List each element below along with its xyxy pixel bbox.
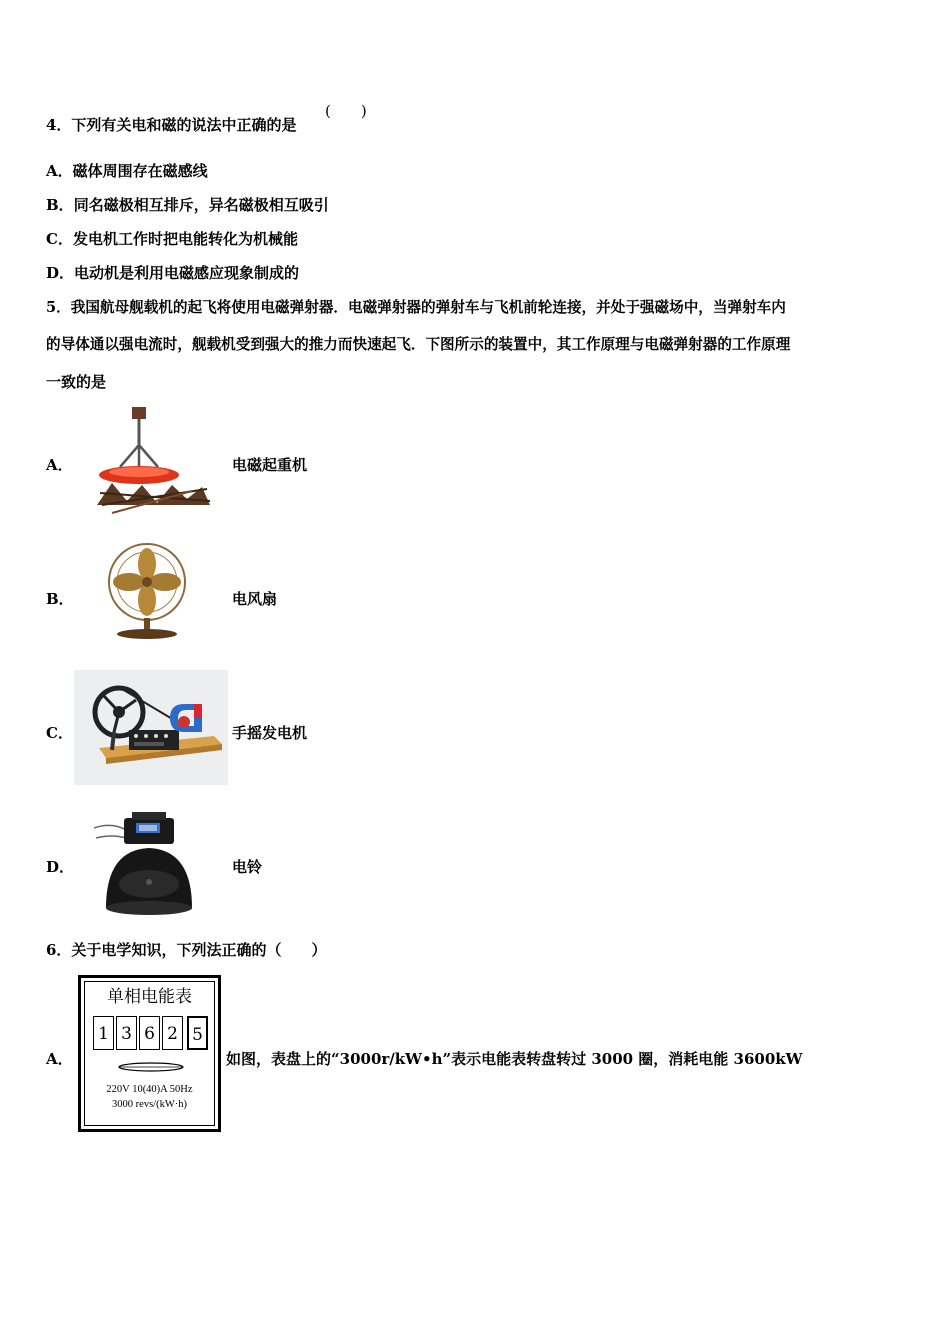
- option-letter: D．: [46, 264, 75, 282]
- option-text: 电动机是利用电磁感应现象制成的: [74, 264, 300, 282]
- option-text: 发电机工作时把电能转化为机械能: [72, 230, 298, 248]
- q5-option-b-letter: B．: [46, 590, 74, 608]
- q5-stem-line2: 的导体通以强电流时，舰载机受到强大的推力而快速起飞．下图所示的装置中，其工作原理与电磁弹射器的工作原理: [46, 336, 791, 353]
- option-letter: C．: [46, 230, 73, 248]
- q5-stem-line3: 一致的是: [46, 373, 107, 391]
- q4-option-b: [46, 195, 329, 215]
- q5-option-d-letter: D．: [46, 858, 75, 876]
- meter-digit: 1: [93, 1016, 114, 1050]
- electromagnetic-crane-icon: [92, 405, 217, 520]
- q4-option-c: [46, 229, 298, 249]
- q4-option-a: [46, 161, 208, 181]
- q5-option-c-letter: C．: [46, 724, 73, 742]
- meter-spec-constant: 3000 revs/(kW·h): [112, 1099, 187, 1110]
- meter-digit: 2: [162, 1016, 183, 1050]
- meter-title: 单相电能表: [107, 987, 192, 1007]
- q5-option-a-letter: A．: [46, 456, 73, 474]
- meter-digit: 3: [116, 1016, 137, 1050]
- energy-meter-diagram: [78, 975, 221, 1132]
- q6-option-a-letter: A．: [46, 1050, 73, 1068]
- meter-spec-rating: 220V 10(40)A 50Hz: [106, 1084, 193, 1095]
- electric-bell-icon: [92, 808, 207, 918]
- q5-option-b-text: 电风扇: [232, 590, 278, 608]
- q4-stem: 4．下列有关电和磁的说法中正确的是: [46, 116, 297, 134]
- q6-option-a-text: 如图，表盘上的“3000r/kW•h”表示电能表转盘转过 3000 圈，消耗电能 3600kW: [226, 1050, 803, 1068]
- option-letter: A．: [46, 162, 73, 180]
- option-letter: B．: [46, 196, 74, 214]
- meter-disc-icon: [116, 1060, 186, 1074]
- meter-digit: 6: [139, 1016, 160, 1050]
- q5-stem-line1: 5．我国航母舰载机的起飞将使用电磁弹射器．电磁弹射器的弹射车与飞机前轮连接，并处于强磁场中，当弹射车内: [46, 299, 786, 316]
- q5-option-a-text: 电磁起重机: [232, 456, 308, 474]
- option-text: 磁体周围存在磁感线: [72, 162, 208, 180]
- hand-crank-generator-icon: [74, 670, 228, 785]
- meter-digits: [93, 1016, 210, 1050]
- meter-digit-decimal: 5: [187, 1016, 208, 1050]
- electric-fan-icon: [97, 542, 197, 642]
- q5-option-c-text: 手摇发电机: [232, 724, 308, 742]
- q4-option-d: [46, 263, 299, 283]
- option-text: 同名磁极相互排斥，异名磁极相互吸引: [73, 196, 329, 214]
- q4-answer-paren: ( ): [325, 102, 367, 120]
- q6-stem: 6．关于电学知识，下列法正确的（ ）: [46, 941, 327, 959]
- q5-option-d-text: 电铃: [232, 858, 263, 876]
